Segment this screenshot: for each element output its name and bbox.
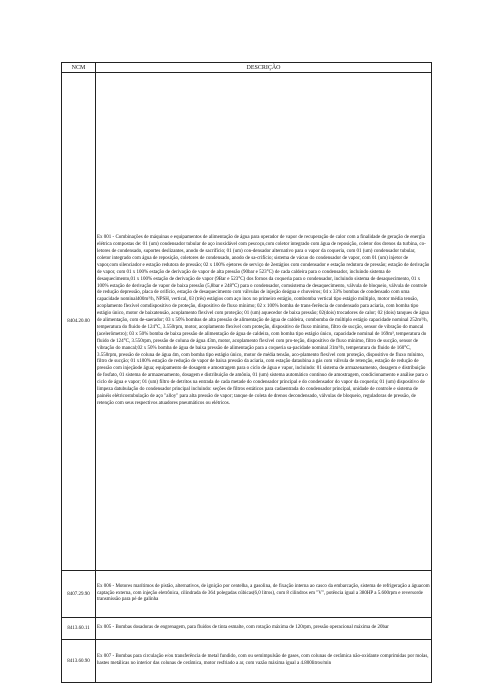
ncm-table — [61, 62, 432, 683]
table-row — [62, 73, 432, 571]
table-header-row — [62, 63, 432, 73]
ncm-code: 8413.60.90 — [62, 640, 96, 683]
ncm-header: NCM — [62, 63, 96, 73]
table-row — [62, 640, 432, 683]
ncm-code: 8407.29.90 — [62, 571, 96, 618]
description-cell: Ex 006 - Motores marítimos de pistão, alternativos, de ignição por centelha, a gasolina, de fixação interna ao casco da embarcação, sistema de refrigeração a águacom captação externa, com injeção eletrônica, cilindrada de 364 polegadas cúbicas(6,0 litros), com 8 cilindros em "V", potência igual a 380HP a 5.600rpm e reversorde transmissão para pé de galinha — [96, 571, 432, 618]
description-cell: Ex 005 - Bombas dosadoras de engrenagem, para fluidos de tinta esmalte, com rotação máxima de 120rpm, pressão operacional máxima de 20bar — [96, 618, 432, 640]
descricao-header: DESCRIÇÃO — [96, 63, 432, 73]
description-cell: Ex 001 - Combinações de máquinas e equipamentos de alimentação de água para operador de vapor de recuperação de calor com a finalidade de geração de energia elétrica compostas de: 01 (um) condensador tubular de aço inoxidável com pescoço,com coletor integrado com água de reposição, coletor dos drenos da turbina, co-letores de condensado, suportes deslizantes, anodo de sacrifício; 01 (um) con-densador alternativo para o vapor da coqueria, com 01 (um) condensador tubular, coletor integrado com água de reposição, coletores de condensado, anodo de sa-crifício; sistema de vácuo do condensador de vapor, com 01 (um) injetor de vapor,com silenciador e estação redutora de pressão; 02 x 100% ejetores de serviço de 2estágios com condensador e estação redutora de pressão; estação de derivação de vapor, com 01 x 100% estação de derivação de vapor de alta pressão (90bar e 523°C) de cada caldeira para o condensador, incluindo sistema de desaquecimento,01 x 100% estação de derivação de vapor (9Bar e 523°C) dos fornos da coqueria para o condensador, incluindo sistema de desaquecimento, 01 x 100% estação de derivação de vapor de baixa pressão (5,8bar e 248°C) para o condensador, comsistema de desaquecimento, válvula de bloqueio, válvula de controle de redução depressão, placa de orifício, estação de desaquecimento com válvulas de injeção deágua e chuveiros; 04 x 33% bombas de condensado com uma capacidade nominal400m³/h, NPSH, vertical, 03 (três) estágios com aço inox no primeiro estágio, combomba vertical tipo estágio múltiplo, motor média tensão, acoplamento flexível comdispositivo de proteção, dispositivo de fluxo mínimo; 02 x 100% bomba de trans-ferência de condensado para aciaria, com bomba tipo estágio único, motor de baixatensão, acoplamento flexível com proteção; 01 (um) aquecedor de baixa pressão; 02(dois) trocadores de calor; 02 (dois) tanques de água de alimentação, com de-saerador; 03 x 50% bombas de alta pressão de alimentação de água de caldeira, combomba de múltiplo estágio capacidade nominal 252m³/h, temperatura do fluido de 124°C, 3.550rpm, motor, acoplamento flexível com proteção, dispositivo de fluxo mínimo, filtro de sucção, sensor de vibração do mancal (acelerômetro); 03 x 50% bomba de baixa pressão de alimentação de água de caldeira, com bomba tipo estágio único, capacidade nominal de 169m³, temperatura do fluido de 124°C, 3.550rpm, pressão de coluna de água 43m, motor, acoplamento flexível com pro-teção, dispositivo de fluxo mínimo, filtro de sucção, sensor de vibração do mancal;02 x 50% bomba de água de baixa pressão de alimentação para a coqueria sa-pacidade nominal 31m³/h, temperatura do fluido de 160°C, 3.550rpm, pressão de coluna de água 4m, com bomba tipo estágio único, motor de média tensão, aco-plamento flexível com proteção, dispositivo de fluxo mínimo, filtro de sucção; 01 x100% estação de redução de vapor de baixa pressão da aciaria, com estação dataubina a gás com válvula de retenção, estação de redução de pressão com injeçãode água; equipamento de dosagem e amostragem para o ciclo de água e vapor, incluindo: 01 sistema de armazenamento, dosagem e distribuição de fosfato, 01 sistema de armazenamento, dosagem e distribuição de amônia, 01 (um) sistema automático contínuo de amostragem, condicionamento e análise para o ciclo de água e vapor; 01 (um) filtro de detritos na entrada de cada metade do condensador principal e do condensador do vapor da coqueria; 01 (um) dispositivo de limpeza datubulação do condensador principal incluindo: seções de filtros estáticos para cadaentrada do condensador principal, unidade de controle e sistema de painéis elétricostubulação de aço "alloy" para alta pressão de vapor; tanque de coleta de drenos decondensado, válvulas de bloqueio, reguladoras de pressão, de retenção com seus respectivos atuadores pneumáticos ou elétricos. — [96, 73, 432, 571]
description-cell: Ex 007 - Bombas para circulação e/ou transferência de metal fundido, com ou semimpulsão de gases, com colunas de cerâmica não-oxidante comprimidas por molas, hastes metálicas no interior das colunas de cerâmica, motor resfriado a ar, com vazão máxima igual a 4.800litros/min — [96, 640, 432, 683]
table-row — [62, 571, 432, 618]
table-row — [62, 618, 432, 640]
ncm-code: 8413.60.11 — [62, 618, 96, 640]
ncm-code: 8404.20.00 — [62, 73, 96, 571]
